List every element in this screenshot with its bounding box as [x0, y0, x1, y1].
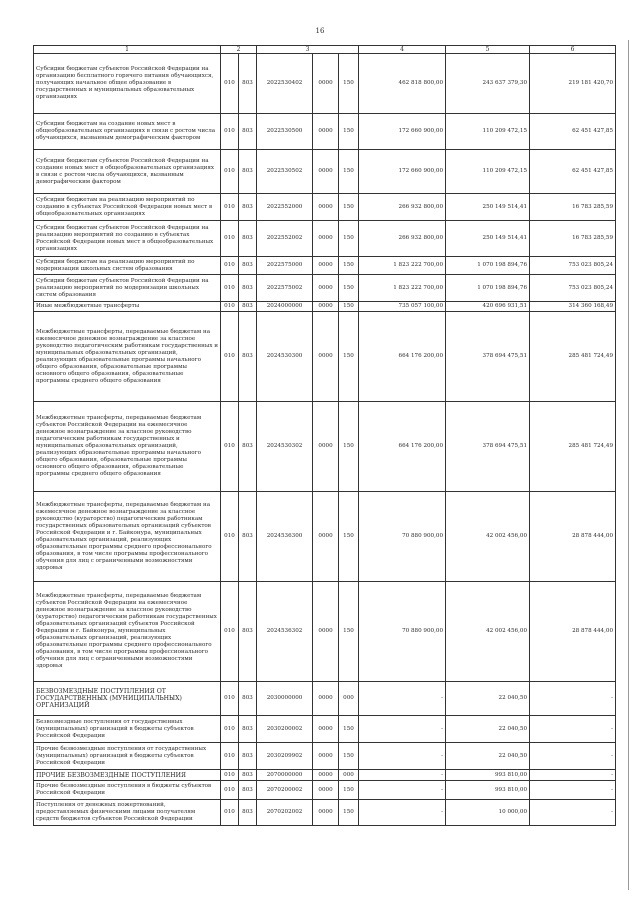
code-group: 803: [239, 800, 257, 826]
value-executed: 42 002 456,00: [446, 492, 530, 582]
code-program: 0000: [313, 302, 339, 312]
row-name: Субсидии бюджетам субъектов Российской Федерации на создание новых мест в общеобразовательных организациях в связи с ростом числа обучающихся, вызванным демографическим фактором: [34, 150, 221, 194]
value-remaining: 62 451 427,85: [530, 114, 616, 150]
header-col-4: 4: [359, 46, 446, 54]
value-approved: 735 057 100,00: [359, 302, 446, 312]
code-admin: 010: [221, 682, 239, 716]
value-approved: 266 932 800,00: [359, 194, 446, 221]
code-group: 803: [239, 221, 257, 257]
value-approved: 266 932 800,00: [359, 221, 446, 257]
value-remaining: 753 023 805,24: [530, 275, 616, 302]
header-col-2: 2: [221, 46, 257, 54]
code-classification: 2070200002: [257, 781, 313, 800]
code-program: 0000: [313, 743, 339, 770]
code-economic: 000: [339, 770, 359, 781]
code-group: 803: [239, 716, 257, 743]
value-approved: 462 818 800,00: [359, 54, 446, 114]
table-row: [34, 54, 616, 114]
code-economic: 150: [339, 312, 359, 402]
value-executed: 993 810,00: [446, 781, 530, 800]
value-approved: 664 176 200,00: [359, 402, 446, 492]
code-economic: 150: [339, 150, 359, 194]
code-admin: 010: [221, 402, 239, 492]
value-remaining: 62 451 427,85: [530, 150, 616, 194]
value-executed: 110 209 472,15: [446, 114, 530, 150]
table-row: [34, 114, 616, 150]
code-admin: 010: [221, 275, 239, 302]
code-classification: 2022575000: [257, 257, 313, 275]
row-name: Поступления от денежных пожертвований, предоставляемых физическими лицами получателям средств бюджетов субъектов Российской Федерации: [34, 800, 221, 826]
value-remaining: -: [530, 770, 616, 781]
code-group: 803: [239, 781, 257, 800]
code-admin: 010: [221, 150, 239, 194]
value-executed: 420 696 931,51: [446, 302, 530, 312]
row-name: Иные межбюджетные трансферты: [34, 302, 221, 312]
row-name: Межбюджетные трансферты, передаваемые бюджетам на ежемесячное денежное вознаграждение за классное руководство педагогическим работникам государственных и муниципальных образовательных организаций, реализующих образовательные программы начального общего образования, образовательные программы основного общего образования, образовательные программы среднего общего образования: [34, 312, 221, 402]
row-name: БЕЗВОЗМЕЗДНЫЕ ПОСТУПЛЕНИЯ ОТ ГОСУДАРСТВЕННЫХ (МУНИЦИПАЛЬНЫХ) ОРГАНИЗАЦИЙ: [34, 682, 221, 716]
table-row: [34, 221, 616, 257]
value-remaining: 28 878 444,00: [530, 582, 616, 682]
budget-table: [33, 45, 616, 826]
code-admin: 010: [221, 716, 239, 743]
code-admin: 010: [221, 194, 239, 221]
table-row: [34, 716, 616, 743]
code-economic: 150: [339, 716, 359, 743]
table-row: [34, 257, 616, 275]
code-admin: 010: [221, 302, 239, 312]
code-economic: 150: [339, 54, 359, 114]
header-col-6: 6: [530, 46, 616, 54]
code-group: 803: [239, 492, 257, 582]
code-classification: 2030000000: [257, 682, 313, 716]
code-group: 803: [239, 150, 257, 194]
value-executed: 378 694 475,51: [446, 402, 530, 492]
code-admin: 010: [221, 781, 239, 800]
value-approved: -: [359, 770, 446, 781]
header-col-1: 1: [34, 46, 221, 54]
value-executed: 378 694 475,51: [446, 312, 530, 402]
code-admin: 010: [221, 257, 239, 275]
value-executed: 250 149 514,41: [446, 194, 530, 221]
value-approved: 664 176 200,00: [359, 312, 446, 402]
value-executed: 110 209 472,15: [446, 150, 530, 194]
code-classification: 2024536300: [257, 492, 313, 582]
code-classification: 2024530300: [257, 312, 313, 402]
row-name: ПРОЧИЕ БЕЗВОЗМЕЗДНЫЕ ПОСТУПЛЕНИЯ: [34, 770, 221, 781]
code-classification: 2024530302: [257, 402, 313, 492]
code-economic: 150: [339, 492, 359, 582]
table-row: [34, 781, 616, 800]
table-row: [34, 302, 616, 312]
code-program: 0000: [313, 114, 339, 150]
code-classification: 2022575002: [257, 275, 313, 302]
code-program: 0000: [313, 150, 339, 194]
value-executed: 10 000,00: [446, 800, 530, 826]
value-executed: 1 070 198 894,76: [446, 257, 530, 275]
table-row: [34, 743, 616, 770]
value-remaining: 219 181 420,70: [530, 54, 616, 114]
code-admin: 010: [221, 54, 239, 114]
value-remaining: -: [530, 800, 616, 826]
header-col-3: 3: [257, 46, 359, 54]
code-economic: 150: [339, 781, 359, 800]
code-program: 0000: [313, 770, 339, 781]
table-row: [34, 312, 616, 402]
code-program: 0000: [313, 54, 339, 114]
row-name: Субсидии бюджетам на реализацию мероприятий по модернизации школьных систем образования: [34, 257, 221, 275]
code-admin: 010: [221, 770, 239, 781]
row-name: Субсидии бюджетам субъектов Российской Федерации на реализацию мероприятий по созданию в субъектах Российской Федерации новых мест в общеобразовательных организациях: [34, 221, 221, 257]
row-name: Межбюджетные трансферты, передаваемые бюджетам на ежемесячное денежное вознаграждение за классное руководство (кураторство) педагогическим работникам государственных образовательных организаций субъектов Российской Федерации и г. Байконура, муниципальных образовательных организаций, реализующих образовательные программы среднего профессионального образования, в том числе программы профессионального обучения для лиц с ограниченными возможностями здоровья: [34, 492, 221, 582]
code-economic: 150: [339, 582, 359, 682]
code-admin: 010: [221, 800, 239, 826]
code-program: 0000: [313, 257, 339, 275]
code-group: 803: [239, 312, 257, 402]
code-classification: 2022530500: [257, 114, 313, 150]
code-group: 803: [239, 257, 257, 275]
value-executed: 22 040,50: [446, 743, 530, 770]
code-group: 803: [239, 114, 257, 150]
code-group: 803: [239, 682, 257, 716]
budget-table-body: [34, 46, 616, 826]
table-row: [34, 582, 616, 682]
row-name: Безвозмездные поступления от государственных (муниципальных) организаций в бюджеты субъектов Российской Федерации: [34, 716, 221, 743]
code-program: 0000: [313, 312, 339, 402]
code-economic: 150: [339, 275, 359, 302]
scan-edge-line: [628, 40, 629, 890]
value-remaining: -: [530, 781, 616, 800]
code-economic: 150: [339, 743, 359, 770]
code-classification: 2030200002: [257, 716, 313, 743]
code-program: 0000: [313, 492, 339, 582]
code-group: 803: [239, 54, 257, 114]
value-approved: -: [359, 800, 446, 826]
table-row: [34, 150, 616, 194]
value-approved: 1 823 222 700,00: [359, 257, 446, 275]
table-row: [34, 492, 616, 582]
row-name: Субсидии бюджетам субъектов Российской Федерации на организацию бесплатного горячего питания обучающихся, получающих начальное общее образование в государственных и муниципальных образовательных организациях: [34, 54, 221, 114]
code-program: 0000: [313, 781, 339, 800]
value-executed: 42 002 456,00: [446, 582, 530, 682]
code-group: 803: [239, 402, 257, 492]
table-row: [34, 402, 616, 492]
page-number: 16: [315, 27, 325, 35]
code-program: 0000: [313, 682, 339, 716]
code-classification: 2070000000: [257, 770, 313, 781]
table-row: [34, 800, 616, 826]
code-classification: 2022530502: [257, 150, 313, 194]
value-approved: 70 880 900,00: [359, 492, 446, 582]
code-group: 803: [239, 770, 257, 781]
value-remaining: -: [530, 743, 616, 770]
table-row: [34, 194, 616, 221]
code-program: 0000: [313, 194, 339, 221]
code-program: 0000: [313, 716, 339, 743]
code-economic: 150: [339, 800, 359, 826]
value-remaining: 28 878 444,00: [530, 492, 616, 582]
code-group: 803: [239, 743, 257, 770]
code-economic: 150: [339, 194, 359, 221]
code-group: 803: [239, 302, 257, 312]
code-classification: 2030209902: [257, 743, 313, 770]
value-remaining: 285 481 724,49: [530, 402, 616, 492]
header-col-5: 5: [446, 46, 530, 54]
code-economic: 150: [339, 114, 359, 150]
code-classification: 2022552002: [257, 221, 313, 257]
value-remaining: 285 481 724,49: [530, 312, 616, 402]
code-economic: 150: [339, 257, 359, 275]
code-admin: 010: [221, 743, 239, 770]
row-name: Субсидии бюджетам субъектов Российской Федерации на реализацию мероприятий по модернизации школьных систем образования: [34, 275, 221, 302]
value-remaining: 753 023 805,24: [530, 257, 616, 275]
row-name: Прочие безвозмездные поступления от государственных (муниципальных) организаций в бюджеты субъектов Российской Федерации: [34, 743, 221, 770]
value-approved: 172 660 900,00: [359, 114, 446, 150]
value-remaining: 16 783 285,59: [530, 221, 616, 257]
code-admin: 010: [221, 312, 239, 402]
value-executed: 243 637 379,30: [446, 54, 530, 114]
code-admin: 010: [221, 492, 239, 582]
value-remaining: -: [530, 682, 616, 716]
value-remaining: 314 360 168,49: [530, 302, 616, 312]
value-approved: 172 660 900,00: [359, 150, 446, 194]
code-classification: 2024000000: [257, 302, 313, 312]
value-remaining: -: [530, 716, 616, 743]
header-row: [34, 46, 616, 54]
row-name: Субсидии бюджетам на создание новых мест в общеобразовательных организациях в связи с ростом числа обучающихся, вызванным демографическим фактором: [34, 114, 221, 150]
code-program: 0000: [313, 275, 339, 302]
value-approved: -: [359, 781, 446, 800]
value-approved: -: [359, 743, 446, 770]
value-approved: 70 880 900,00: [359, 582, 446, 682]
row-name: Субсидии бюджетам на реализацию мероприятий по созданию в субъектах Российской Федерации новых мест в общеобразовательных организациях: [34, 194, 221, 221]
code-classification: 2022552000: [257, 194, 313, 221]
row-name: Прочие безвозмездные поступления в бюджеты субъектов Российской Федерации: [34, 781, 221, 800]
code-group: 803: [239, 194, 257, 221]
value-remaining: 16 783 285,59: [530, 194, 616, 221]
value-executed: 1 070 198 894,76: [446, 275, 530, 302]
code-admin: 010: [221, 582, 239, 682]
value-executed: 22 040,50: [446, 682, 530, 716]
table-row: [34, 275, 616, 302]
value-executed: 993 810,00: [446, 770, 530, 781]
code-program: 0000: [313, 221, 339, 257]
value-executed: 250 149 514,41: [446, 221, 530, 257]
code-economic: 150: [339, 302, 359, 312]
code-group: 803: [239, 582, 257, 682]
code-program: 0000: [313, 800, 339, 826]
code-economic: 150: [339, 402, 359, 492]
table-row: [34, 682, 616, 716]
value-approved: 1 823 222 700,00: [359, 275, 446, 302]
value-approved: -: [359, 682, 446, 716]
row-name: Межбюджетные трансферты, передаваемые бюджетам субъектов Российской Федерации на ежемесячное денежное вознаграждение за классное руководство (кураторство) педагогическим работникам государственных образовательных организаций субъектов Российской Федерации и г. Байконура, муниципальных образовательных организаций, реализующих образовательные программы среднего профессионального образования, в том числе программы профессионального обучения для лиц с ограниченными возможностями здоровья: [34, 582, 221, 682]
value-approved: -: [359, 716, 446, 743]
code-program: 0000: [313, 582, 339, 682]
code-classification: 2024536302: [257, 582, 313, 682]
value-executed: 22 040,50: [446, 716, 530, 743]
code-economic: 150: [339, 221, 359, 257]
row-name: Межбюджетные трансферты, передаваемые бюджетам субъектов Российской Федерации на ежемесячное денежное вознаграждение за классное руководство педагогическим работникам государственных и муниципальных образовательных организаций, реализующих образовательные программы начального общего образования, образовательные программы основного общего образования, образовательные программы среднего общего образования: [34, 402, 221, 492]
code-admin: 010: [221, 114, 239, 150]
code-program: 0000: [313, 402, 339, 492]
code-group: 803: [239, 275, 257, 302]
code-classification: 2070202002: [257, 800, 313, 826]
table-row: [34, 770, 616, 781]
code-admin: 010: [221, 221, 239, 257]
code-economic: 000: [339, 682, 359, 716]
code-classification: 2022530402: [257, 54, 313, 114]
